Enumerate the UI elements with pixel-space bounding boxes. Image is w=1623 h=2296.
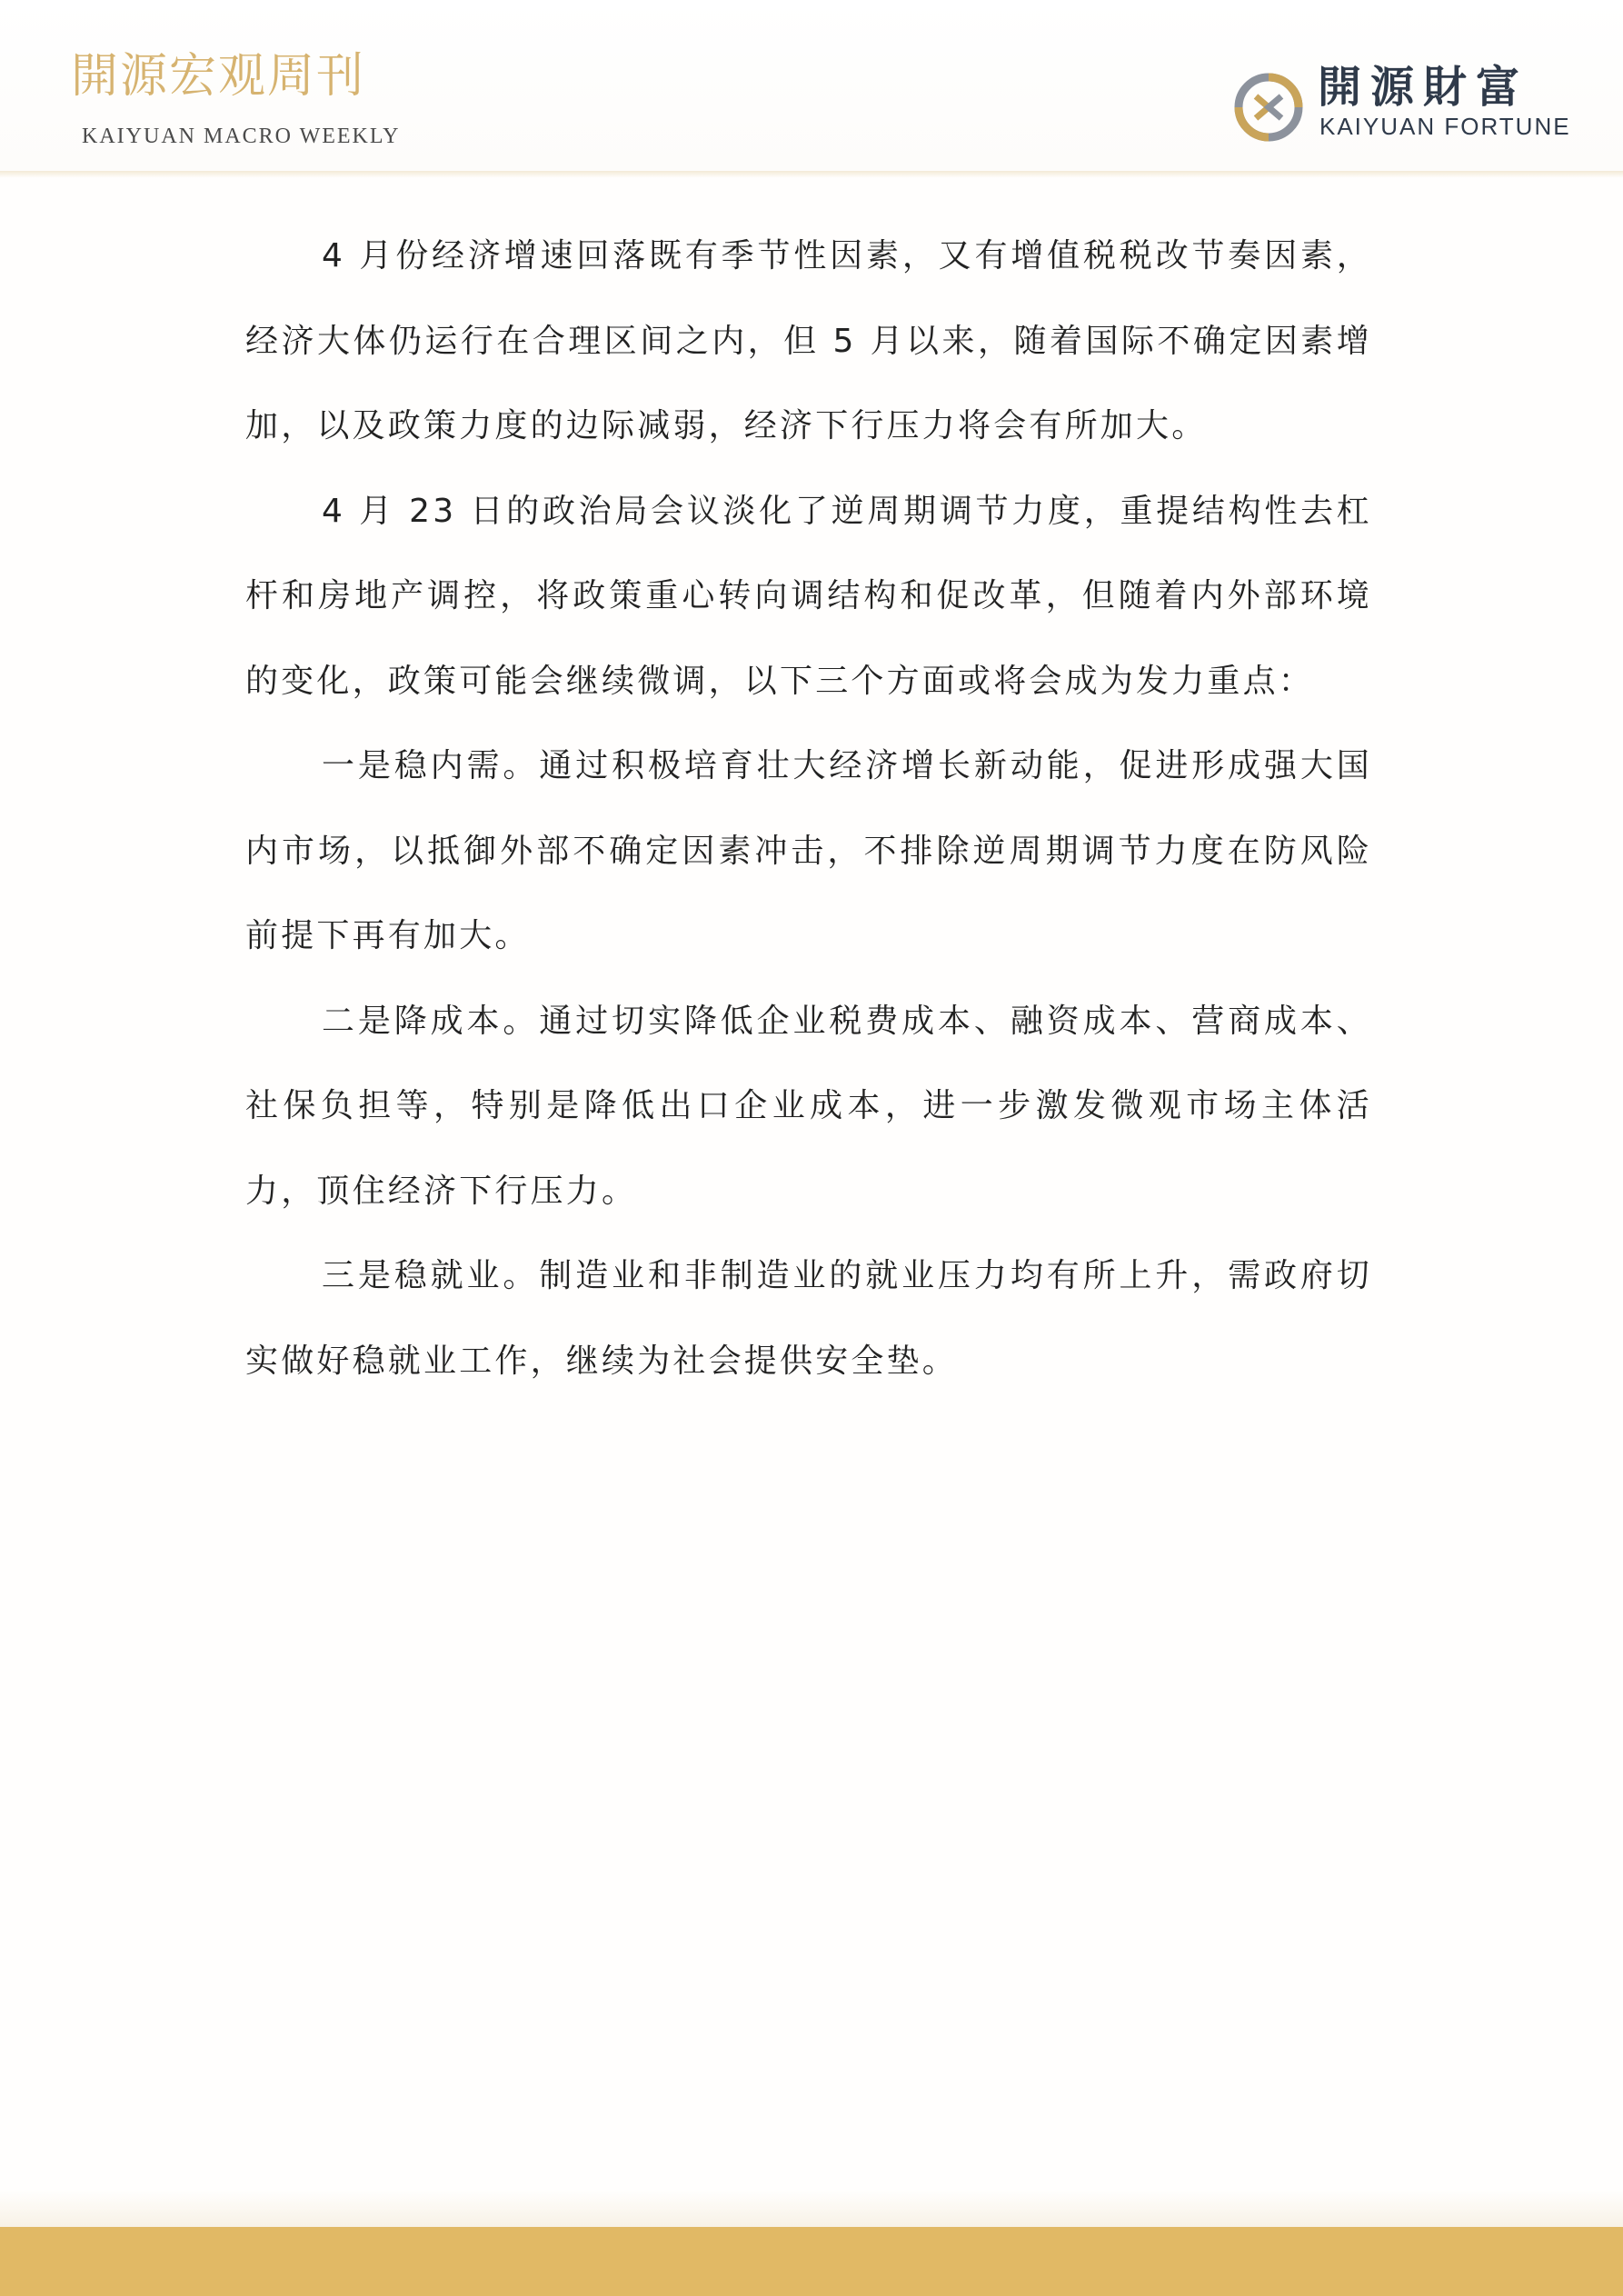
- body-paragraph: 三是稳就业。制造业和非制造业的就业压力均有所上升，需政府切实做好稳就业工作，继续为社会提供安全垫。: [245, 1257, 1372, 1380]
- article-body: [245, 214, 1372, 1403]
- body-paragraph: 一是稳内需。通过积极培育壮大经济增长新动能，促进形成强大国内市场，以抵御外部不确定因素冲击，不排除逆周期调节力度在防风险前提下再有加大。: [245, 747, 1372, 954]
- body-paragraph: 4 月份经济增速回落既有季节性因素，又有增值税税改节奏因素，经济大体仍运行在合理区间之内，但 5 月以来，随着国际不确定因素增加，以及政策力度的边际减弱，经济下行压力将会有所加大。: [245, 237, 1372, 444]
- footer-bar: [0, 2227, 1623, 2296]
- brand-name-en: KAIYUAN FORTUNE: [1319, 113, 1571, 140]
- body-paragraph: 4 月 23 日的政治局会议淡化了逆周期调节力度，重提结构性去杠杆和房地产调控，将政策重心转向调结构和促改革，但随着内外部环境的变化，政策可能会继续微调，以下三个方面或将会成为发力重点：: [245, 492, 1372, 700]
- body-paragraph: 二是降成本。通过切实降低企业税费成本、融资成本、营商成本、社保负担等，特别是降低出口企业成本，进一步激发微观市场主体活力，顶住经济下行压力。: [245, 1002, 1372, 1210]
- publication-title: 開源宏观周刊: [71, 49, 366, 104]
- header-divider: [0, 171, 1623, 178]
- brand-name-cn: 開源財富: [1318, 62, 1529, 113]
- kaiyuan-logo-icon: [1234, 73, 1303, 142]
- page-header: [0, 0, 1623, 173]
- publication-subtitle: KAIYUAN MACRO WEEKLY: [82, 125, 401, 148]
- footer-fade: [0, 2191, 1623, 2227]
